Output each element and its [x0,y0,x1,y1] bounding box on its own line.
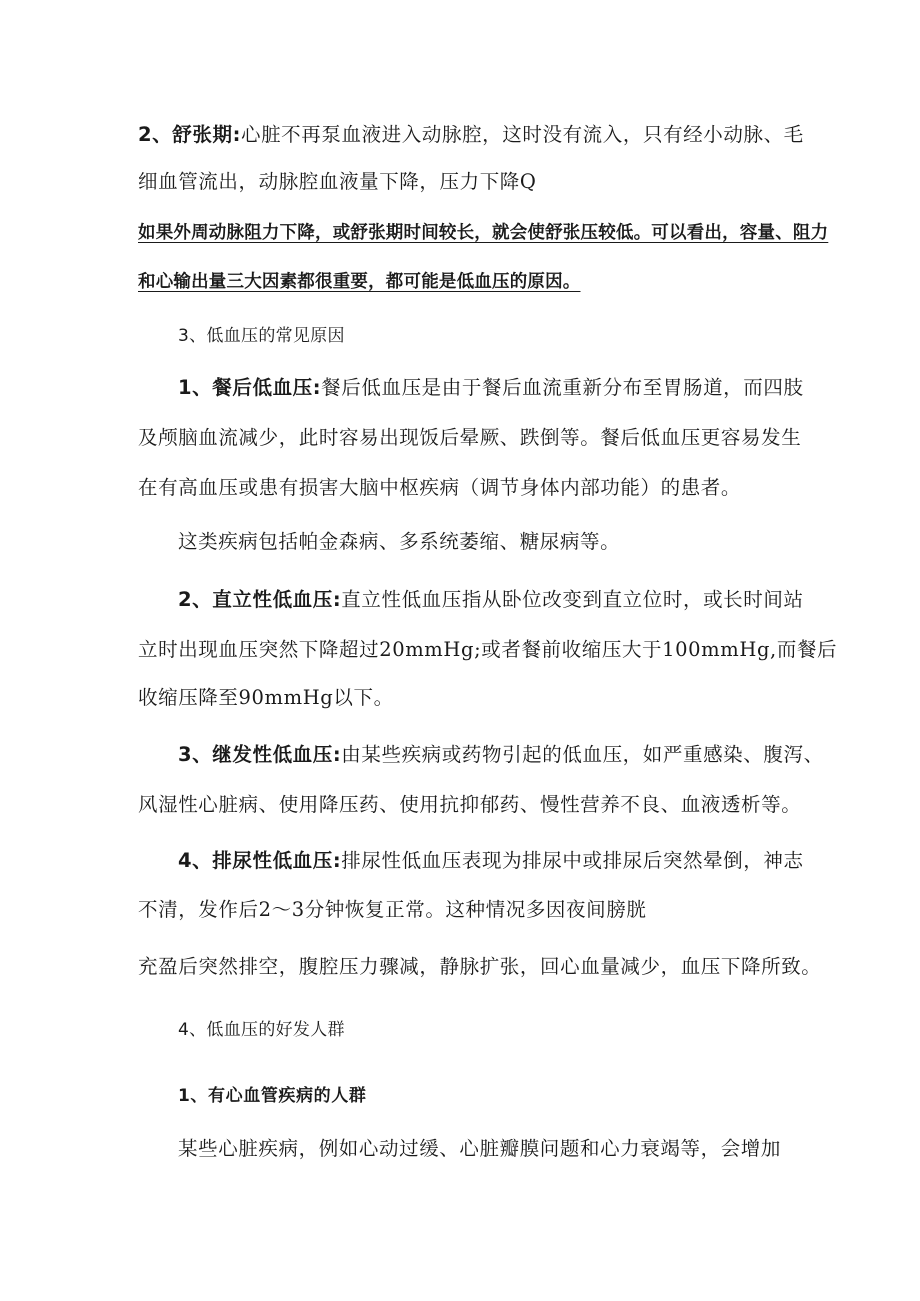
postprandial-line-2: 及颅脑血流减少，此时容易出现饭后晕厥、跌倒等。餐后低血压更容易发生 [138,426,802,449]
underlined-note-line-1: 如果外周动脉阻力下降，或舒张期时间较长，就会使舒张压较低。可以看出，容量、阻力 [138,223,829,243]
postprandial-line-3: 在有高血压或患有损害大脑中枢疾病（调节身体内部功能）的患者。 [138,476,742,499]
orthostatic-text: 直立性低血压指从卧位改变到直立位时，或长时间站 [341,588,804,611]
underlined-note-line-2: 和心输出量三大因素都很重要，都可能是低血压的原因。 [138,272,581,292]
section-4-title: 4、低血压的好发人群 [178,1020,345,1040]
orthostatic-line-2: 立时出现血压突然下降超过20mmHg;或者餐前收缩压大于100mmHg,而餐后 [138,638,838,661]
postprandial-heading: 1、餐后低血压: [178,376,322,399]
group-1-line-1: 某些心脏疾病，例如心动过缓、心脏瓣膜问题和心力衰竭等，会增加 [178,1137,782,1160]
micturition-text: 排尿性低血压表现为排尿中或排尿后突然晕倒，神志 [341,849,804,872]
paragraph-diastole-line-1 [138,121,804,149]
secondary-heading: 3、继发性低血压: [178,743,342,766]
paragraph-diastole-line-2: 细血管流出，动脉腔血液量下降，压力下降Q [138,170,537,193]
secondary-line-2: 风湿性心脏病、使用降压药、使用抗抑郁药、慢性营养不良、血液透析等。 [138,793,802,816]
diastole-text: 心脏不再泵血液进入动脉腔，这时没有流入，只有经小动脉、毛 [240,123,804,146]
orthostatic-line-1 [178,586,804,614]
group-1-heading: 1、有心血管疾病的人群 [178,1086,367,1106]
micturition-heading: 4、排尿性低血压: [178,849,342,872]
diastole-heading: 2、舒张期: [138,123,241,146]
secondary-text: 由某些疾病或药物引起的低血压，如严重感染、腹泻、 [341,743,824,766]
section-3-title: 3、低血压的常见原因 [178,326,345,346]
micturition-line-3: 充盈后突然排空，腹腔压力骤减，静脉扩张，回心血量减少，血压下降所致。 [138,955,822,978]
micturition-line-2: 不清，发作后2～3分钟恢复正常。这种情况多因夜间膀胱 [138,898,647,921]
orthostatic-line-3: 收缩压降至90mmHg以下。 [138,686,394,709]
postprandial-line-1 [178,374,804,402]
postprandial-text: 餐后低血压是由于餐后血流重新分布至胃肠道，而四肢 [321,376,804,399]
micturition-line-1 [178,847,804,875]
secondary-line-1 [178,741,824,769]
postprandial-line-4: 这类疾病包括帕金森病、多系统萎缩、糖尿病等。 [178,530,621,553]
orthostatic-heading: 2、直立性低血压: [178,588,342,611]
